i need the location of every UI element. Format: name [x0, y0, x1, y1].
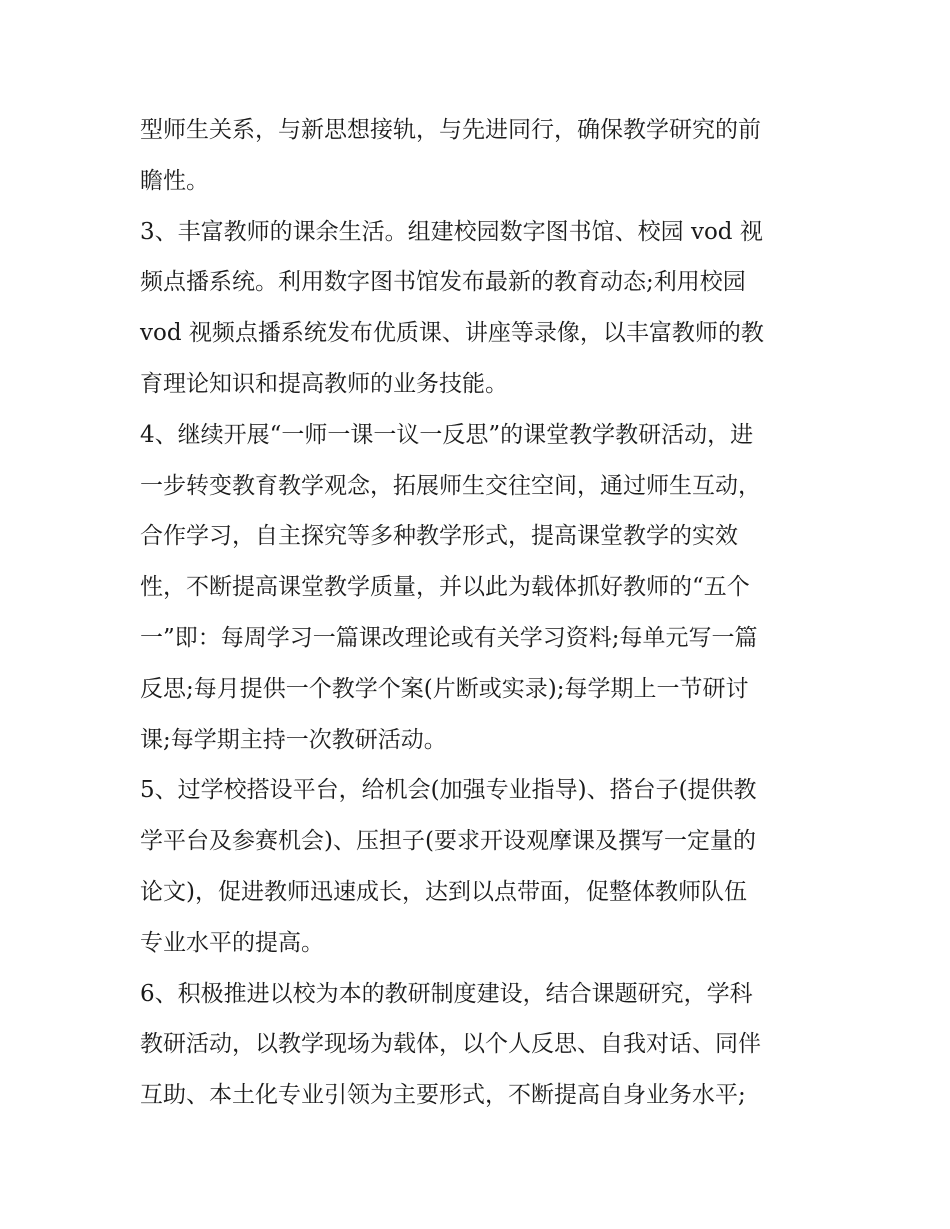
text-line: 反思;每月提供一个教学个案(片断或实录);每学期上一节研讨	[140, 675, 749, 702]
text-line: 育理论知识和提高教师的业务技能。	[140, 370, 508, 397]
text-line: 5、过学校搭设平台，给机会(加强专业指导)、搭台子(提供教	[140, 777, 757, 804]
text-line: 教研活动，以教学现场为载体，以个人反思、自我对话、同伴	[140, 1031, 761, 1058]
text-line: 性，不断提高课堂教学质量，并以此为载体抓好教师的“五个	[140, 574, 750, 601]
text-line: 型师生关系，与新思想接轨，与先进同行，确保教学研究的前	[140, 117, 761, 143]
text-line: 合作学习，自主探究等多种教学形式，提高课堂教学的实效	[140, 523, 738, 550]
text-line: vod 视频点播系统发布优质课、讲座等录像，以丰富教师的教	[140, 320, 764, 347]
text-line: 3、丰富教师的课余生活。组建校园数字图书馆、校园 vod 视	[140, 218, 763, 245]
text-line: 互助、本土化专业引领为主要形式，不断提高自身业务水平;	[140, 1082, 746, 1109]
text-line: 6、积极推进以校为本的教研制度建设，结合课题研究，学科	[140, 980, 753, 1007]
text-line: 一步转变教育教学观念，拓展师生交往空间，通过师生互动，	[140, 472, 761, 499]
document-body	[140, 105, 820, 1121]
text-line: 瞻性。	[140, 167, 209, 194]
text-line: 4、继续开展“一师一课一议一反思”的课堂教学教研活动，进	[140, 421, 754, 448]
text-line: 频点播系统。利用数字图书馆发布最新的教育动态;利用校园	[140, 269, 746, 296]
text-line: 学平台及参赛机会)、压担子(要求开设观摩课及撰写一定量的	[140, 828, 756, 855]
text-line: 专业水平的提高。	[140, 929, 324, 956]
text-line: 一”即：每周学习一篇课改理论或有关学习资料;每单元写一篇	[140, 624, 758, 651]
text-line: 论文)，促进教师迅速成长，达到以点带面，促整体教师队伍	[140, 878, 747, 905]
text-line: 课;每学期主持一次教研活动。	[140, 726, 447, 753]
